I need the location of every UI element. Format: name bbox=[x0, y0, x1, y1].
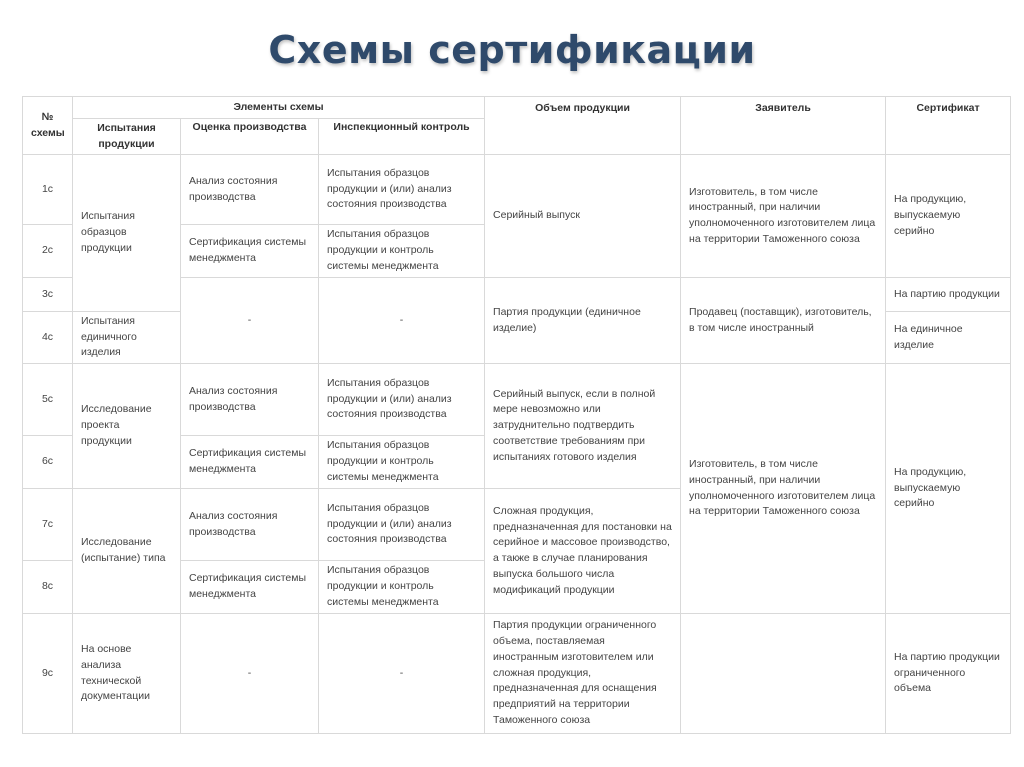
cell-volume: Серийный выпуск, если в полной мере невозможно или затруднительно подтвердить соответствие требованиям при испытаниях готового изделия bbox=[485, 364, 681, 489]
cell-applicant: Изготовитель, в том числе иностранный, при наличии уполномоченного изготовителем лица на территории Таможенного союза bbox=[681, 155, 886, 278]
scheme-number: 5с bbox=[23, 364, 73, 436]
cell-applicant: Изготовитель, в том числе иностранный, при наличии уполномоченного изготовителем лица на территории Таможенного союза bbox=[681, 364, 886, 614]
cell-inspection: - bbox=[319, 278, 485, 364]
scheme-number: 6с bbox=[23, 436, 73, 489]
cell-inspection: Испытания образцов продукции и контроль системы менеджмента bbox=[319, 225, 485, 278]
scheme-number: 9с bbox=[23, 614, 73, 734]
cell-prod-eval: - bbox=[181, 614, 319, 734]
cell-certificate: На продукцию, выпускаемую серийно bbox=[886, 155, 1011, 278]
header-production-evaluation: Оценка производства bbox=[181, 119, 319, 155]
cell-testing: Испытания единичного изделия bbox=[73, 312, 181, 364]
cell-testing: На основе анализа технической документации bbox=[73, 614, 181, 734]
cell-certificate: На единичное изделие bbox=[886, 312, 1011, 364]
header-scheme-number: № схемы bbox=[23, 97, 73, 155]
page-title: Схемы сертификации bbox=[268, 28, 756, 72]
header-scheme-elements: Элементы схемы bbox=[73, 97, 485, 119]
cell-inspection: Испытания образцов продукции и контроль системы менеджмента bbox=[319, 561, 485, 614]
cell-inspection: Испытания образцов продукции и (или) анализ состояния производства bbox=[319, 489, 485, 561]
cell-volume: Сложная продукция, предназначенная для постановки на серийное и массовое производство, а также в случае планирования выпуска большого числа модификаций продукции bbox=[485, 489, 681, 614]
scheme-number: 2с bbox=[23, 225, 73, 278]
cell-inspection: Испытания образцов продукции и (или) анализ состояния производства bbox=[319, 364, 485, 436]
cell-prod-eval: Сертификация системы менеджмента bbox=[181, 436, 319, 489]
cell-testing: Исследование проекта продукции bbox=[73, 364, 181, 489]
cell-applicant bbox=[681, 614, 886, 734]
cell-testing: Исследование (испытание) типа bbox=[73, 489, 181, 614]
header-inspection-control: Инспекционный контроль bbox=[319, 119, 485, 155]
certification-schemes-table bbox=[22, 96, 1011, 734]
cell-prod-eval: Анализ состояния производства bbox=[181, 155, 319, 225]
cell-prod-eval: - bbox=[181, 278, 319, 364]
cell-testing: Испытания образцов продукции bbox=[73, 155, 181, 312]
scheme-number: 1с bbox=[23, 155, 73, 225]
cell-prod-eval: Анализ состояния производства bbox=[181, 489, 319, 561]
cell-inspection: Испытания образцов продукции и контроль системы менеджмента bbox=[319, 436, 485, 489]
cell-prod-eval: Сертификация системы менеджмента bbox=[181, 561, 319, 614]
cell-certificate: На продукцию, выпускаемую серийно bbox=[886, 364, 1011, 614]
scheme-number: 7с bbox=[23, 489, 73, 561]
cell-volume: Партия продукции ограниченного объема, поставляемая иностранным изготовителем или сложная продукция, предназначенная для оснащения предприятий на территории Таможенного союза bbox=[485, 614, 681, 734]
header-certificate: Сертификат bbox=[886, 97, 1011, 155]
cell-applicant: Продавец (поставщик), изготовитель, в том числе иностранный bbox=[681, 278, 886, 364]
cell-prod-eval: Сертификация системы менеджмента bbox=[181, 225, 319, 278]
header-product-testing: Испытания продукции bbox=[73, 119, 181, 155]
cell-certificate: На партию продукции bbox=[886, 278, 1011, 312]
scheme-number: 4с bbox=[23, 312, 73, 364]
cell-certificate: На партию продукции ограниченного объема bbox=[886, 614, 1011, 734]
scheme-number: 8с bbox=[23, 561, 73, 614]
scheme-number: 3с bbox=[23, 278, 73, 312]
cell-volume: Серийный выпуск bbox=[485, 155, 681, 278]
header-product-volume: Объем продукции bbox=[485, 97, 681, 155]
cell-volume: Партия продукции (единичное изделие) bbox=[485, 278, 681, 364]
header-applicant: Заявитель bbox=[681, 97, 886, 155]
cell-inspection: Испытания образцов продукции и (или) анализ состояния производства bbox=[319, 155, 485, 225]
cell-inspection: - bbox=[319, 614, 485, 734]
cell-prod-eval: Анализ состояния производства bbox=[181, 364, 319, 436]
